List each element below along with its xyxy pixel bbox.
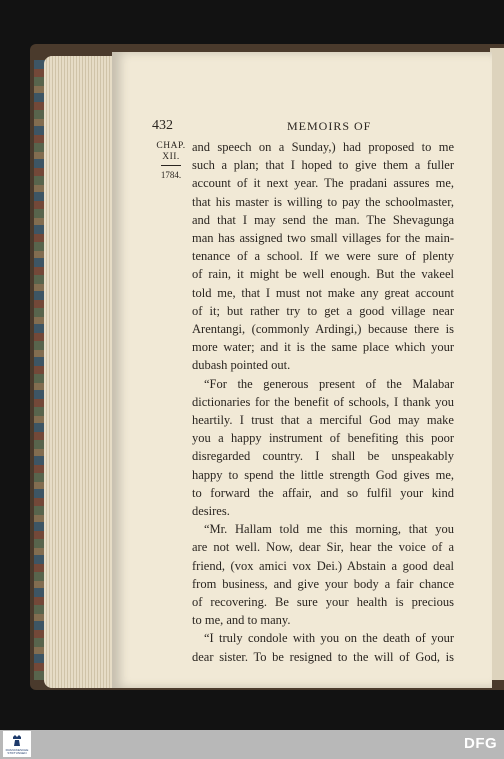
page-number: 432 — [152, 118, 173, 133]
text-line: such a plan; that I hoped to give them a fuller — [192, 158, 454, 173]
text-line: and that I may send the man. The Shevagunga — [192, 212, 454, 227]
text-line: “For the generous present of the Malabar — [204, 376, 454, 391]
text-line: tenance of a school. If we were sure of plenty — [192, 249, 454, 264]
text-line: heartily. I trust that a merciful God may make — [192, 413, 454, 428]
text-line: happy to spend the little strength God gives me, — [192, 467, 454, 482]
library-logo-text: FRANCKESCHE STIFTUNGEN — [5, 748, 29, 755]
text-line: more water; and it is the same place which your — [192, 340, 454, 355]
viewer-footer — [0, 730, 504, 759]
margin-note — [154, 141, 188, 180]
text-line: man has assigned two small villages for the main- — [192, 231, 454, 246]
text-line: “I truly condole with you on the death of your — [204, 631, 454, 646]
dfg-logo[interactable]: DFG — [464, 735, 498, 752]
text-line: Arentangi, (commonly Ardingi,) because there is — [192, 322, 454, 337]
text-line: “Mr. Hallam told me this morning, that you — [204, 522, 454, 537]
text-line: you a happy instrument of benefiting this poor — [192, 431, 454, 446]
text-line: and speech on a Sunday,) had proposed to me — [192, 140, 454, 154]
margin-chap: CHAP. — [156, 141, 186, 151]
margin-rule — [161, 165, 181, 166]
text-line: of it; but rather try to get a good village near — [192, 303, 454, 318]
right-page-edge — [490, 48, 504, 680]
margin-chap-number: XII. — [162, 152, 180, 162]
text-line: dear sister. To be resigned to the will of God, is — [192, 649, 454, 664]
text-line: dubash pointed out. — [192, 358, 291, 373]
text-line: told me, that I must not make any great account — [192, 285, 454, 300]
text-line: desires. — [192, 504, 230, 519]
text-line: are not well. Now, dear Sir, hear the voice of a — [192, 540, 454, 555]
text-line: disregarded country. I shall be unspeakably — [192, 449, 454, 464]
text-line: of recovering. Be sure your health is precious — [192, 595, 454, 610]
text-line: to forward the affair, and so fulfil your kind — [192, 485, 454, 500]
text-line: that his master is willing to pay the schoolmaster, — [192, 194, 454, 209]
text-line: friend, (vox amici vox Dei.) Abstain a good deal — [192, 558, 454, 573]
text-line: from business, and give your body a fair chance — [192, 576, 454, 591]
crowned-figure-icon — [9, 734, 25, 747]
page-stack — [44, 56, 122, 688]
running-head: MEMOIRS OF — [287, 119, 372, 133]
text-line: of rain, it might be well enough. But the vakeel — [192, 267, 454, 282]
text-line: dictionaries for the benefit of schools, I thank you — [192, 394, 454, 409]
text-line: account of it next year. The pradani assures me, — [192, 176, 454, 191]
body-text — [192, 138, 454, 666]
margin-year: 1784. — [160, 170, 182, 180]
text-line: to me, and to many. — [192, 613, 291, 628]
